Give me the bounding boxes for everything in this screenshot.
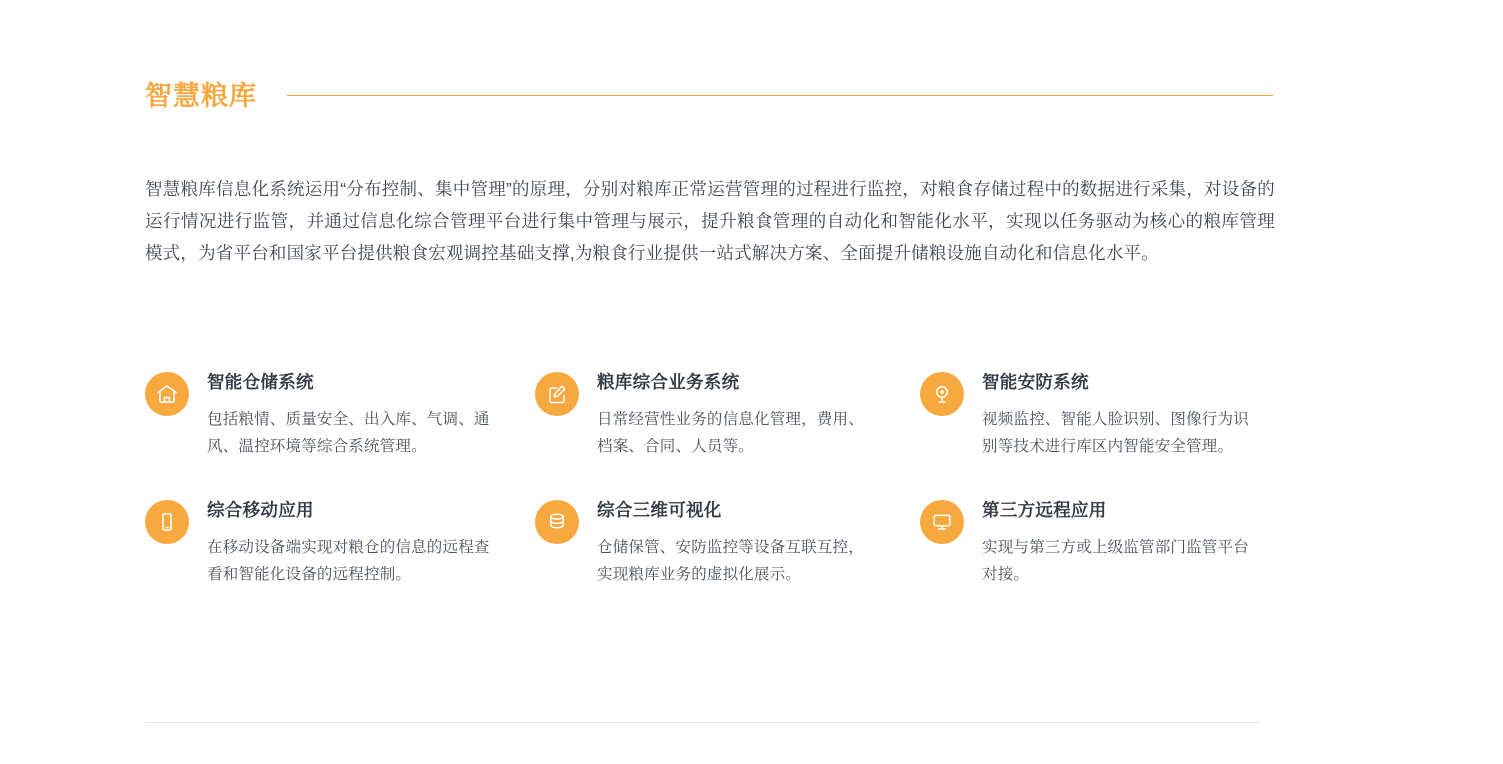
feature-text [597,498,877,588]
section-header [145,74,1273,113]
feature-description: 仓储保管、安防监控等设备互联互控，实现粮库业务的虚拟化展示。 [597,539,864,583]
feature-item [535,370,920,460]
feature-item [145,370,535,460]
feature-title: 第三方远程应用 [982,500,1107,520]
intro-paragraph: 智慧粮库信息化系统运用“分布控制、集中管理”的原理，分别对粮库正常运营管理的过程进行监控，对粮食存储过程中的数据进行采集，对设备的运行情况进行监管，并通过信息化综合管理平台进行集中管理与展示，提升粮食管理的自动化和智能化水平，实现以任务驱动为核心的粮库管理模式，为省平台和国家平台提供粮食宏观调控基础支撑,为粮食行业提供一站式解决方案、全面提升储粮设施自动化和信息化水平。 [145,179,1275,263]
feature-text [597,370,877,460]
feature-text [982,498,1262,588]
monitor-icon [920,500,964,544]
feature-description: 实现与第三方或上级监管部门监管平台对接。 [982,539,1249,583]
feature-item [145,498,535,588]
feature-title: 智能安防系统 [982,372,1089,392]
feature-title: 综合移动应用 [207,500,314,520]
feature-item [535,498,920,588]
feature-description: 包括粮情、质量安全、出入库、气调、通风、温控环境等综合系统管理。 [207,411,490,455]
warehouse-icon [145,372,189,416]
page-title: 智慧粮库 [145,81,257,111]
header-divider [287,95,1273,96]
feature-item [920,498,1275,588]
feature-item [920,370,1275,460]
feature-title: 综合三维可视化 [597,500,722,520]
feature-text [207,498,492,588]
feature-text [982,370,1262,460]
feature-grid [145,370,1275,588]
feature-description: 在移动设备端实现对粮仓的信息的远程查看和智能化设备的远程控制。 [207,539,490,583]
database-icon [535,500,579,544]
feature-title: 粮库综合业务系统 [597,372,740,392]
security-camera-icon [920,372,964,416]
feature-description: 视频监控、智能人脸识别、图像行为识别等技术进行库区内智能安全管理。 [982,411,1249,455]
edit-document-icon [535,372,579,416]
bottom-divider [145,722,1260,723]
feature-text [207,370,492,460]
mobile-phone-icon [145,500,189,544]
feature-description: 日常经营性业务的信息化管理，费用、档案、合同、人员等。 [597,411,864,455]
feature-title: 智能仓储系统 [207,372,314,392]
